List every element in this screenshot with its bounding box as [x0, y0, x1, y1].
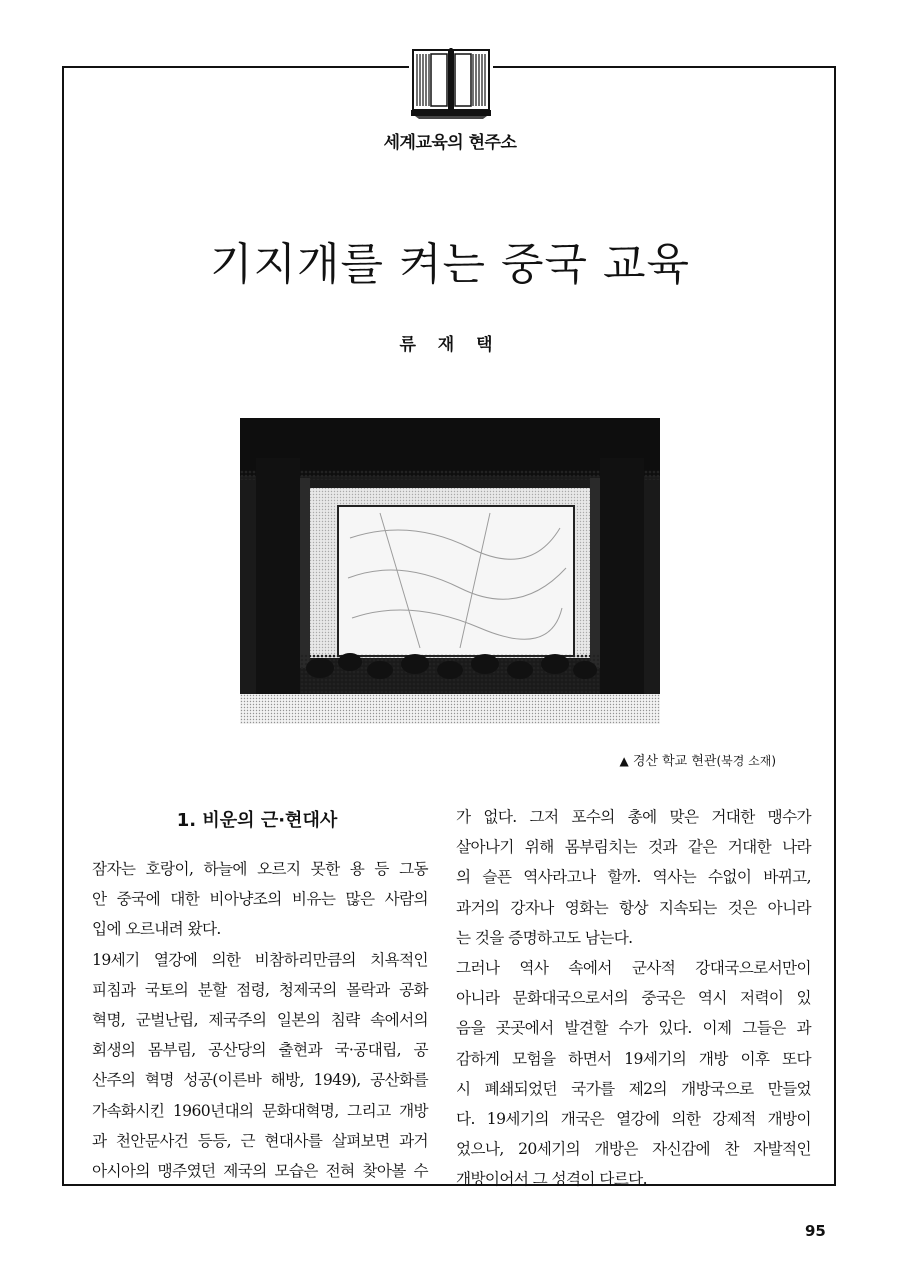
caption-text: 경산 학교 현관 [632, 754, 717, 769]
paragraph-line: 는 것을 증명하고도 남는다. [456, 928, 633, 947]
paragraph-line: 아시아의 맹주였던 제국의 모습은 전혀 찾아볼 수 [92, 1162, 428, 1181]
page-number: 95 [805, 1222, 826, 1240]
paragraph-line: 회생의 몸부림, 공산당의 출현과 국·공대립, 공 [92, 1041, 428, 1060]
caption-triangle-marker: ▲ [619, 754, 629, 768]
paragraph-line: 아니라 문화대국으로서의 중국은 역시 저력이 있 [456, 989, 811, 1008]
paragraph-line: 산주의 혁명 성공(이른바 해방, 1949), 공산화를 [92, 1071, 428, 1090]
paragraph-line: 살아나기 위해 몸부림치는 것과 같은 거대한 나라 [456, 838, 811, 857]
paragraph-line: 그러나 역사 속에서 군사적 강대국으로서만이 [456, 959, 811, 978]
paragraph-line: 감하게 모험을 하면서 19세기의 개방 이후 또다 [456, 1049, 811, 1068]
photo-caption [560, 750, 776, 769]
paragraph-line: 19세기 열강에 의한 비참하리만큼의 치욕적인 [92, 950, 428, 969]
paragraph-line: 시 폐쇄되었던 국가를 제2의 개방국으로 만들었 [456, 1079, 811, 1098]
section-label: 세계교육의 현주소 [383, 133, 517, 153]
paragraph-line: 개방이어서 그 성격이 다르다. [456, 1170, 647, 1189]
building-photo [240, 418, 660, 724]
left-column [92, 854, 428, 1186]
article-title: 기지개를 켜는 중국 교육 [210, 239, 690, 290]
paragraph-line: 안 중국에 대한 비아냥조의 비유는 많은 사람의 [92, 890, 428, 909]
right-column [456, 802, 811, 1195]
paragraph-line: 입에 오르내려 왔다. [92, 920, 221, 939]
paragraph-line: 혁명, 군벌난립, 제국주의 일본의 침략 속에서의 [92, 1011, 428, 1030]
caption-note: (북경 소재) [716, 754, 776, 768]
paragraph-line: 과거의 강자나 영화는 항상 지속되는 것은 아니라 [456, 898, 811, 917]
paragraph-line: 피침과 국토의 분할 점령, 청제국의 몰락과 공화 [92, 980, 428, 999]
paragraph-line: 가 없다. 그저 포수의 총에 맞은 거대한 맹수가 [456, 808, 811, 826]
article-author: 류 재 택 [399, 335, 501, 355]
paragraph-line: 다. 19세기의 개국은 열강에 의한 강제적 개방이 [456, 1110, 811, 1129]
paragraph-line: 가속화시킨 1960년대의 문화대혁명, 그리고 개방 [92, 1101, 428, 1120]
paragraph-line: 잠자는 호랑이, 하늘에 오르지 못한 용 등 그동 [92, 860, 428, 878]
paragraph-line: 과 천안문사건 등등, 근 현대사를 살펴보면 과거 [92, 1131, 428, 1150]
paragraph-line: 의 슬픈 역사라고나 할까. 역사는 수없이 바뀌고, [456, 868, 811, 887]
open-book-icon [409, 44, 493, 120]
paragraph-line: 음을 곳곳에서 발견할 수가 있다. 이제 그들은 과 [456, 1019, 811, 1038]
paragraph-line: 었으나, 20세기의 개방은 자신감에 찬 자발적인 [456, 1140, 811, 1159]
section-heading: 1. 비운의 근·현대사 [176, 810, 338, 831]
